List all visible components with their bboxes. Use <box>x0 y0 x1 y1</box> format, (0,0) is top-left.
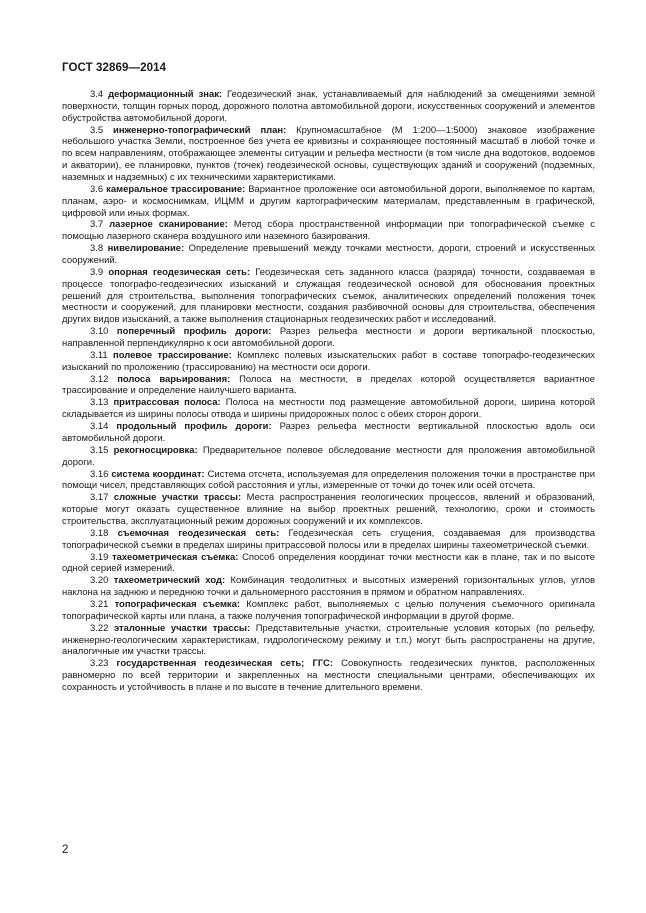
term-name: деформационный знак: <box>108 89 223 100</box>
term-number: 3.17 <box>90 492 109 504</box>
term-entry <box>62 89 595 125</box>
term-definition: Система отсчета, используемая для определения положения точки в пространстве при помощи чисел, представляющих собой расстояния и углы, измеренные от точки до точек или осей отсчета. <box>62 468 595 492</box>
term-entry <box>62 421 595 445</box>
term-name: съемочная геодезическая сеть: <box>117 527 280 539</box>
term-entry <box>62 243 595 267</box>
term-entry <box>62 445 595 469</box>
term-name: полоса варьирования: <box>117 373 231 385</box>
term-entry <box>62 552 595 576</box>
term-number: 3.5 <box>90 124 104 136</box>
term-name: топографическая съемка: <box>114 598 241 610</box>
term-name: нивелирование: <box>107 243 185 255</box>
term-definition: Крупномасштабное (М 1:200—1:5000) знаковое изображение небольшого участка Земли, построенное без учета ее кривизны и сохраняющее постоянный масштаб в любой точке и по всем направлениям, отображающее элементы ситуации и рельефа местности (в том числе дна водотоков, водоемов и акватории), ее планировки, пунктов (точек) геодезической основы, существующих зданий и сооружений (подземных, наземных и надземных) с их техническими характеристиками. <box>62 124 595 184</box>
term-number: 3.10 <box>90 326 109 338</box>
term-definition: Предварительное полевое обследование местности для проложения автомобильной дороги. <box>62 444 596 468</box>
term-entry <box>62 623 595 659</box>
term-entry <box>62 267 595 326</box>
term-definition: Комплекс работ, выполняемых с целью получения съемочного оригинала топографической карты или плана, а также получения топографической информации в другой форме. <box>62 598 595 622</box>
term-entry <box>62 528 595 552</box>
term-number: 3.15 <box>90 444 109 456</box>
term-number: 3.12 <box>90 373 109 385</box>
term-number: 3.21 <box>90 598 109 610</box>
page-number: 2 <box>62 844 69 856</box>
term-entry <box>62 374 595 398</box>
term-name: инженерно-топографический план: <box>113 124 287 136</box>
term-name: рекогносцировка: <box>113 444 198 456</box>
term-entry <box>62 658 595 694</box>
term-number: 3.7 <box>90 219 104 231</box>
term-definition: Вариантное проложение оси автомобильной дороги, выполняемое по картам, планам, аэро- и космоснимкам, ИЦММ и другим картографическим материалам, представленным в графической, цифровой или иных формах. <box>62 183 596 219</box>
term-name: камеральное трассирование: <box>106 183 246 195</box>
term-name: поперечный профиль дороги: <box>116 326 272 338</box>
term-number: 3.11 <box>90 349 108 361</box>
term-entry <box>62 326 595 350</box>
term-definition: Разрез рельефа местности и дороги вертикальной плоскостью, направленной перпендикулярно к оси автомобильной дороги. <box>62 326 596 350</box>
term-number: 3.18 <box>90 527 109 539</box>
term-name: полевое трассирование: <box>113 349 232 361</box>
term-definition: Комбинация теодолитных и высотных измерений горизонтальных углов, углов наклона на заднюю и переднюю точки и дальномерного расстояния в прямом и обратном направлениях. <box>62 575 596 599</box>
term-number: 3.20 <box>90 575 109 587</box>
term-number: 3.23 <box>90 658 109 670</box>
term-number: 3.14 <box>90 421 109 433</box>
term-name: государственная геодезическая сеть; ГГС: <box>116 658 334 670</box>
term-name: опорная геодезическая сеть: <box>108 266 251 278</box>
term-name: эталонные участки трассы: <box>113 622 251 634</box>
term-definition: Геодезическая сеть сгущения, создаваемая для производства топографической съемки в пределах ширины притрассовой полосы или в пределах ширины тахеометрической съемки. <box>62 527 596 551</box>
term-number: 3.22 <box>90 622 109 634</box>
term-number: 3.4 <box>90 89 104 100</box>
document-header: ГОСТ 32869—2014 <box>62 62 167 74</box>
term-number: 3.13 <box>90 397 109 409</box>
term-name: сложные участки трассы: <box>113 492 242 504</box>
term-entry <box>62 350 595 374</box>
term-number: 3.9 <box>90 266 104 278</box>
term-number: 3.8 <box>90 243 104 255</box>
term-name: продольный профиль дороги: <box>116 421 272 433</box>
term-name: тахеометрический ход: <box>113 575 226 587</box>
term-entry <box>62 492 595 528</box>
term-definition: Полоса на местности под размещение автомобильной дороги, ширина которой складывается из ширины полосы отвода и ширины придорожных полос с обеих сторон дороги. <box>62 397 596 421</box>
term-definition: Комплекс полевых изыскательских работ в составе топографо-геодезических изысканий по проложению (трассированию) на местности оси дороги. <box>62 349 596 373</box>
term-name: притрассовая полоса: <box>113 397 221 409</box>
term-definition: Полоса на местности, в пределах которой осуществляется вариантное трассирование и определение наилучшего варианта. <box>62 373 595 397</box>
term-entry <box>62 125 595 184</box>
term-entry <box>62 397 595 421</box>
term-definition: Разрез рельефа местности вертикальной плоскостью вдоль оси автомобильной дороги. <box>62 421 596 444</box>
term-entry <box>62 219 595 243</box>
term-entry <box>62 469 595 493</box>
term-number: 3.6 <box>90 183 104 195</box>
term-name: тахеометрическая съемка: <box>112 551 239 563</box>
term-definition: Места распространения геологических процессов, явлений и образований, которые могут оказать существенное влияние на выбор проектных решений, технологию, сроки и стоимость строительства, эксплуатационный режим дорожных сооружений и их комплексов. <box>62 492 596 527</box>
term-definition: Совокупность геодезических пунктов, расположенных равномерно по всей территории и закрепленных на местности специальными центрами, обеспечивающих их сохранность и устойчивость в плане и по высоте в течение длительного времени. <box>62 658 595 693</box>
term-entry <box>62 575 595 599</box>
term-definition: Метод сбора пространственной информации при топографической съемке с помощью лазерного сканера воздушного или наземного базирования. <box>62 219 596 243</box>
term-definition: Способ определения координат точки местности как в плане, так и по высоте одной серией измерений. <box>62 551 595 575</box>
term-definition: Геодезическая сеть заданного класса (разряда) точности, создаваемая в процессе топографо-геодезических изысканий и служащая геодезической основой для обоснования проектных решений для строительства, выполнения топографических съемок, аналитических определений положения точек местности и сооружений, для планировки местности, создания разбивочной основы для строительства, обеспечения других видов изысканий, а также выполнения стационарных геодезических работ и исследований. <box>62 266 595 326</box>
term-number: 3.19 <box>90 551 109 563</box>
term-definition: Геодезический знак, устанавливаемый для наблюдений за смещениями земной поверхности, толщин горных пород, дорожного полотна автомобильной дороги, искусственных сооружений и элементов обустройства автомобильной дороги. <box>62 89 595 124</box>
term-definition: Представительные участки, строительные условия которых (по рельефу, инженерно-геологическим характеристикам, гидрологическому режиму и т.п.) могут быть распространены на другие, аналогичные им участки трассы. <box>62 622 596 658</box>
terms-list <box>62 89 595 694</box>
term-entry <box>62 184 595 220</box>
term-definition: Определение превышений между точками местности, дороги, строений и искусственных сооружений. <box>62 243 596 267</box>
term-entry <box>62 599 595 623</box>
term-number: 3.16 <box>90 468 109 480</box>
term-name: лазерное сканирование: <box>109 219 228 231</box>
term-name: система координат: <box>111 468 205 480</box>
